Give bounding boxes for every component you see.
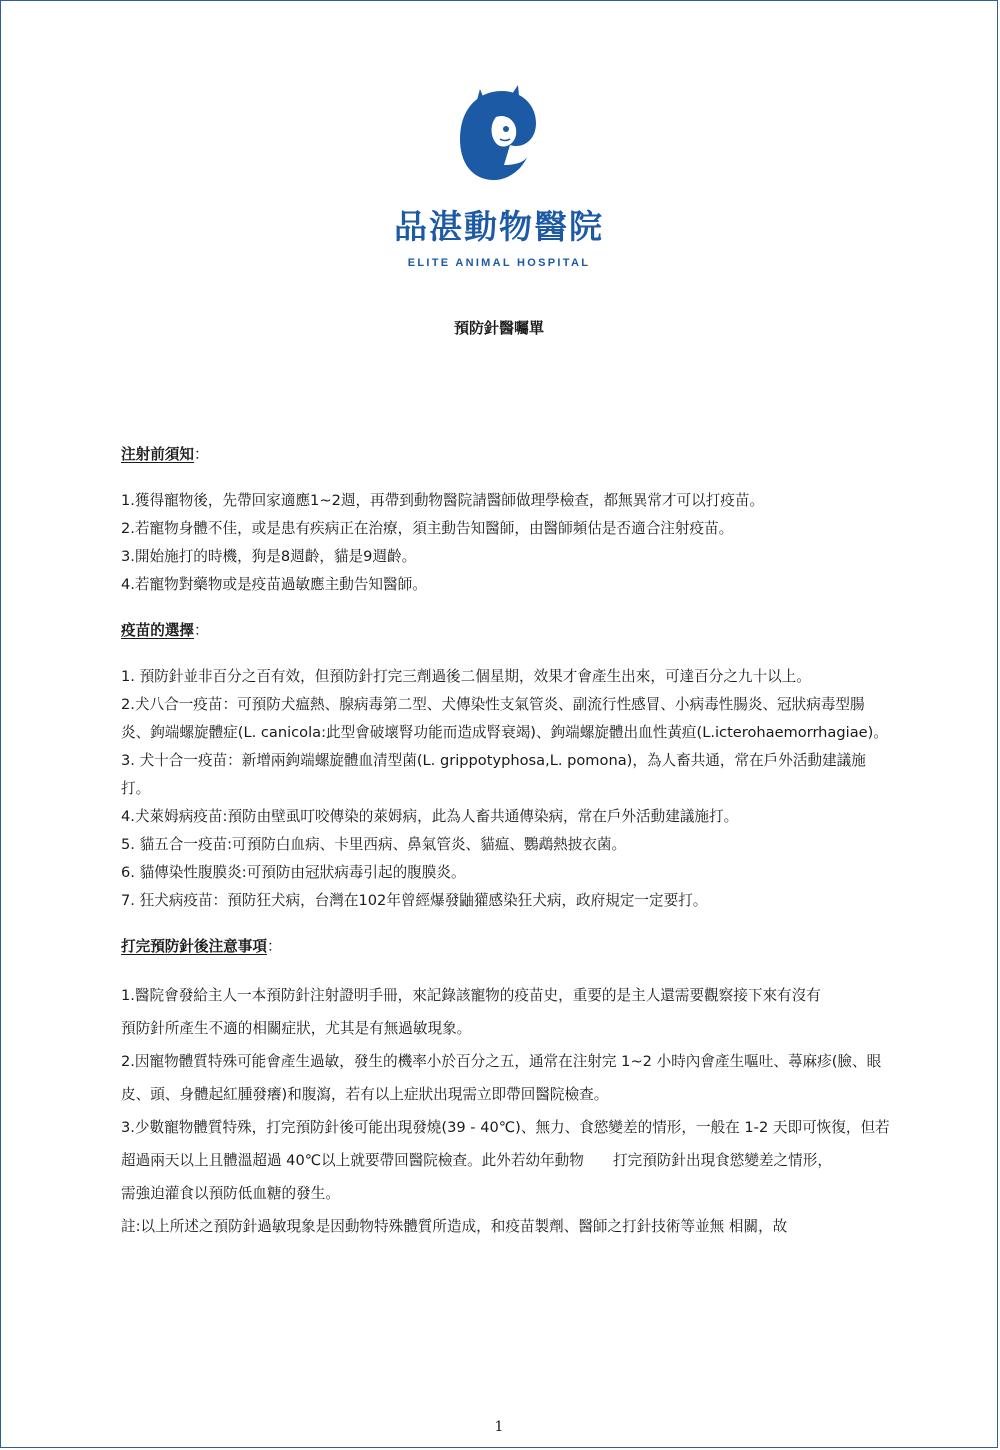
list-item: 3.開始施打的時機，狗是8週齡，貓是9週齡。 [121, 548, 417, 565]
list-item: 3.少數寵物體質特殊，打完預防針後可能出現發燒(39 - 40℃)、無力、食慾變差的情形，一般在 1-2 天即可恢復，但若超過兩天以上且體溫超過 40℃以上就要帶回醫院檢查。此外若幼年動物 打完預防針出現食慾變差之情形， [121, 1119, 890, 1169]
list-item: 註:以上所述之預防針過敏現象是因動物特殊體質所造成，和疫苗製劑、醫師之打針技術等並無 相關，故 [121, 1218, 788, 1235]
list-item: 1.醫院會發給主人一本預防針注射證明手冊，來記錄該寵物的疫苗史，重要的是主人還需要觀察接下來有沒有 [121, 987, 821, 1004]
list-item: 6. 貓傳染性腹膜炎:可預防由冠狀病毒引起的腹膜炎。 [121, 864, 466, 881]
list-item: 3. 犬十合一疫苗：新增兩鉤端螺旋體血清型菌(L. grippotyphosa,L. pomona)，為人畜共通，常在戶外活動建議施打。 [121, 752, 866, 797]
list-item: 5. 貓五合一疫苗:可預防白血病、卡里西病、鼻氣管炎、貓瘟、鸚鵡熱披衣菌。 [121, 836, 627, 853]
list-item: 2.犬八合一疫苗：可預防犬瘟熱、腺病毒第二型、犬傳染性支氣管炎、副流行性感冒、小病毒性腸炎、冠狀病毒型腸炎、鉤端螺旋體症(L. canicola:此型會破壞腎功能而造成腎衰竭)、鉤端螺旋體出血性黃疸(L.icterohaemorrhagiae)。 [121, 696, 888, 741]
section-heading: 疫苗的選擇： [121, 622, 209, 639]
list-item: 預防針所產生不適的相關症狀，尤其是有無過敏現象。 [121, 1020, 472, 1037]
section-pre-injection [121, 441, 891, 599]
list-item: 1. 預防針並非百分之百有效，但預防針打完三劑過後二個星期，效果才會產生出來，可達百分之九十以上。 [121, 668, 811, 685]
hospital-name-zh: 品湛動物醫院 [394, 207, 604, 246]
section-heading: 注射前須知： [121, 446, 209, 463]
list-item: 4.犬萊姆病疫苗:預防由壁虱叮咬傳染的萊姆病，此為人畜共通傳染病，常在戶外活動建議施打。 [121, 808, 739, 825]
section-vaccine-choice [121, 617, 891, 915]
cat-face-c-logo-icon [456, 81, 542, 187]
list-item: 2.因寵物體質特殊可能會產生過敏，發生的機率小於百分之五，通常在注射完 1~2 小時內會產生嘔吐、蕁麻疹(臉、眼皮、頭、身體起紅腫發癢)和腹瀉，若有以上症狀出現需立即帶回醫院檢查。 [121, 1053, 882, 1103]
page-number: 1 [494, 1419, 504, 1435]
list-item: 4.若寵物對藥物或是疫苗過敏應主動告知醫師。 [121, 576, 427, 593]
document-title: 預防針醫囑單 [453, 319, 544, 337]
section-heading: 打完預防針後注意事項： [121, 938, 282, 955]
list-item: 需強迫灌食以預防低血糖的發生。 [121, 1185, 340, 1202]
document-body [121, 441, 891, 1261]
list-item: 1.獲得寵物後，先帶回家適應1~2週，再帶到動物醫院請醫師做理學檢查，都無異常才可以打疫苗。 [121, 492, 765, 509]
list-item: 7. 狂犬病疫苗：預防狂犬病，台灣在102年曾經爆發鼬獾感染狂犬病，政府規定一定要打。 [121, 892, 708, 909]
section-post-injection [121, 933, 891, 1243]
hospital-logo [1, 81, 997, 269]
list-item: 2.若寵物身體不佳，或是患有疾病正在治療，須主動告知醫師，由醫師頻估是否適合注射疫苗。 [121, 520, 734, 537]
hospital-name-en: ELITE ANIMAL HOSPITAL [407, 257, 591, 269]
